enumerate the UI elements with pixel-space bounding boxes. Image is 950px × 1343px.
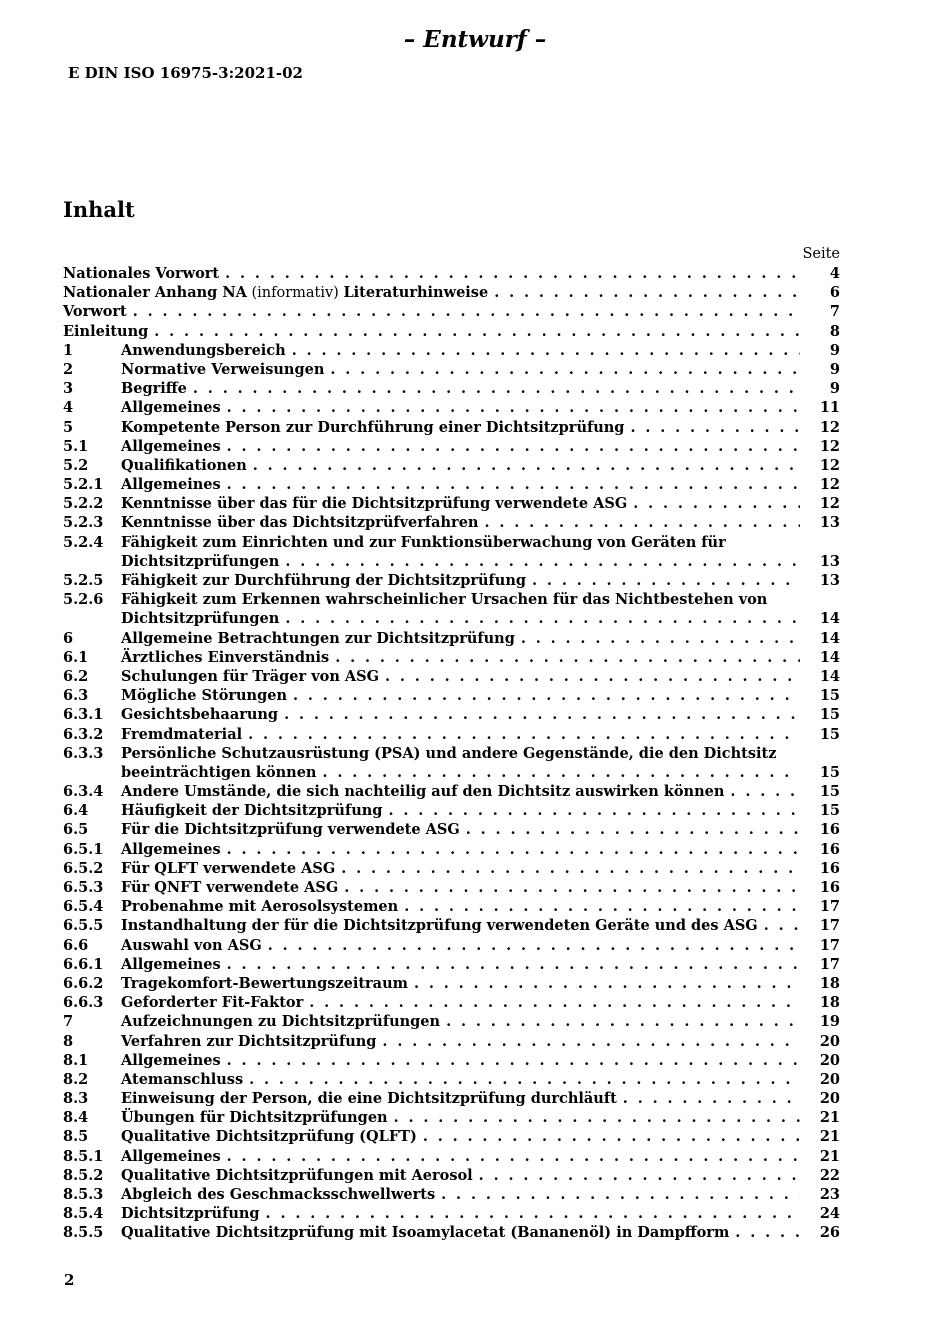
toc-entry-number: 8	[63, 1032, 74, 1050]
leader-dots	[268, 936, 800, 955]
toc-entry-number: 6.5.5	[63, 917, 104, 935]
toc-entry-page: 15	[819, 783, 840, 801]
toc-entry-title: Übungen für Dichtsitzprüfungen	[121, 1109, 388, 1127]
toc-entry[interactable]	[63, 840, 840, 859]
toc-entry-number: 2	[63, 360, 74, 378]
toc-entry-number: 5	[63, 418, 74, 436]
toc-entry-title: Kompetente Person zur Durchführung einer Dichtsitzprüfung	[121, 418, 625, 436]
toc-entry-title: Häufigkeit der Dichtsitzprüfung	[121, 802, 383, 820]
toc-entry-page: 15	[819, 725, 840, 743]
toc-entry[interactable]	[63, 418, 840, 437]
toc-entry-page: 6	[829, 284, 840, 302]
toc-entry-page: 15	[819, 706, 840, 724]
toc-entry[interactable]	[63, 322, 840, 341]
toc-entry[interactable]	[63, 1166, 840, 1185]
toc-entry-number: 8.2	[63, 1070, 89, 1088]
leader-dots	[225, 264, 800, 283]
toc-entry[interactable]	[63, 897, 840, 916]
leader-dots	[423, 1127, 800, 1146]
toc-entry-page: 9	[829, 380, 840, 398]
toc-entry[interactable]	[63, 533, 840, 552]
toc-entry-number: 6.2	[63, 667, 89, 685]
leader-dots	[335, 648, 800, 667]
toc-entry-page: 16	[819, 859, 840, 877]
toc-entry-page: 21	[819, 1147, 840, 1165]
toc-entry[interactable]	[63, 686, 840, 705]
toc-entry[interactable]	[63, 283, 840, 302]
leader-dots	[414, 974, 800, 993]
leader-dots	[633, 494, 800, 513]
toc-entry[interactable]	[63, 974, 840, 993]
toc-entry[interactable]	[63, 629, 840, 648]
toc-entry[interactable]	[63, 398, 840, 417]
toc-entry-title: Mögliche Störungen	[121, 687, 287, 705]
toc-entry-page: 9	[829, 341, 840, 359]
toc-entry-number: 8.1	[63, 1051, 89, 1069]
toc-entry-title: Dichtsitzprüfung	[121, 1205, 260, 1223]
leader-dots	[322, 763, 800, 782]
leader-dots	[394, 1108, 800, 1127]
toc-entry-number: 8.5.2	[63, 1166, 104, 1184]
toc-entry-page: 21	[819, 1109, 840, 1127]
leader-dots	[227, 1147, 800, 1166]
toc-entry-number: 6.3.2	[63, 725, 104, 743]
toc-entry-page: 23	[819, 1186, 840, 1203]
toc-entry[interactable]	[63, 590, 840, 609]
leader-dots	[285, 609, 800, 628]
toc-entry-number: 4	[63, 399, 74, 417]
leader-dots	[764, 916, 800, 935]
toc-entry-title: Für QLFT verwendete ASG	[121, 859, 336, 877]
toc-entry-number: 7	[63, 1013, 74, 1031]
leader-dots	[248, 725, 800, 744]
toc-entry-page: 13	[819, 572, 840, 589]
leader-dots	[154, 322, 800, 341]
toc-entry-number: 6.4	[63, 802, 89, 820]
toc-entry-continuation[interactable]	[63, 609, 840, 628]
toc-entry-title-continued: Dichtsitzprüfungen	[121, 552, 280, 570]
toc-entry-number: 8.5.4	[63, 1205, 104, 1223]
toc-entry[interactable]	[63, 1070, 840, 1089]
toc-entry-number: 5.2.4	[63, 533, 104, 551]
toc-entry[interactable]	[63, 993, 840, 1012]
toc-entry-title: Auswahl von ASG	[121, 936, 262, 954]
leader-dots	[441, 1185, 800, 1204]
toc-entry-title: Fremdmaterial	[121, 725, 243, 743]
toc-entry-number: 6.3.3	[63, 744, 104, 762]
toc-entry-title: Andere Umstände, die sich nachteilig auf den Dichtsitz auswirken können	[121, 783, 725, 801]
toc-entry-continuation[interactable]	[63, 552, 840, 571]
toc-entry[interactable]	[63, 264, 840, 283]
leader-dots	[193, 379, 800, 398]
toc-entry-title: Allgemeines	[121, 1147, 221, 1165]
toc-entry[interactable]	[63, 456, 840, 475]
leader-dots	[227, 475, 800, 494]
toc-entry-annotation: (informativ)	[251, 285, 339, 302]
leader-dots	[404, 897, 800, 916]
leader-dots	[309, 993, 800, 1012]
toc-entry-title-continued: beeinträchtigen können	[121, 763, 317, 781]
leader-dots	[227, 1051, 800, 1070]
toc-entry[interactable]	[63, 302, 840, 321]
toc-entry-title: Allgemeine Betrachtungen zur Dichtsitzprüfung	[121, 629, 515, 647]
document-id: E DIN ISO 16975-3:2021-02	[68, 64, 303, 82]
leader-dots	[253, 456, 800, 475]
toc-entry-page: 16	[819, 821, 840, 839]
toc-entry-page: 19	[819, 1013, 840, 1031]
toc-entry-page: 18	[819, 974, 840, 992]
table-of-contents	[63, 264, 840, 1243]
toc-entry-title: Nationales Vorwort	[63, 265, 220, 282]
leader-dots	[735, 1223, 800, 1242]
toc-entry[interactable]	[63, 667, 840, 686]
toc-entry-page: 16	[819, 840, 840, 858]
leader-dots	[227, 398, 800, 417]
toc-entry-number: 6.6.3	[63, 994, 104, 1012]
toc-entry-page: 12	[819, 418, 840, 436]
toc-entry[interactable]	[63, 1108, 840, 1127]
toc-entry-page: 20	[819, 1032, 840, 1050]
leader-dots	[521, 629, 800, 648]
toc-entry[interactable]	[63, 360, 840, 379]
toc-entry-number: 6.5	[63, 821, 89, 839]
toc-entry-title: Ärztliches Einverständnis	[121, 648, 330, 666]
toc-entry-title: Probenahme mit Aerosolsystemen	[121, 898, 399, 916]
toc-entry-page: 20	[819, 1090, 840, 1108]
toc-entry-number: 6.3.4	[63, 783, 104, 801]
toc-entry[interactable]	[63, 1089, 840, 1108]
toc-entry[interactable]	[63, 820, 840, 839]
toc-entry[interactable]	[63, 513, 840, 532]
toc-entry-title: Einweisung der Person, die eine Dichtsitzprüfung durchläuft	[121, 1090, 617, 1108]
toc-entry[interactable]	[63, 705, 840, 724]
toc-entry-page: 21	[819, 1128, 840, 1146]
toc-entry-page: 24	[819, 1205, 840, 1223]
toc-entry-page: 12	[819, 456, 840, 474]
toc-entry-page: 17	[819, 955, 840, 973]
leader-dots	[285, 552, 800, 571]
draft-label: – Entwurf –	[403, 26, 547, 53]
toc-entry-title-end: Literaturhinweise	[343, 284, 489, 302]
toc-entry[interactable]	[63, 744, 840, 763]
toc-entry-number: 5.2.2	[63, 495, 104, 513]
toc-entry-title: Persönliche Schutzausrüstung (PSA) und andere Gegenstände, die den Dichtsitz	[121, 744, 777, 762]
leader-dots	[292, 341, 800, 360]
toc-entry[interactable]	[63, 859, 840, 878]
toc-entry-page: 17	[819, 936, 840, 954]
leader-dots	[227, 840, 800, 859]
toc-entry[interactable]	[63, 1204, 840, 1223]
toc-entry-page: 20	[819, 1051, 840, 1069]
toc-entry[interactable]	[63, 437, 840, 456]
toc-entry[interactable]	[63, 955, 840, 974]
toc-entry[interactable]	[63, 1147, 840, 1166]
toc-entry-continuation[interactable]	[63, 763, 840, 782]
toc-entry-page: 15	[819, 687, 840, 705]
toc-entry-page: 4	[829, 265, 840, 282]
toc-entry-title: Einleitung	[63, 322, 149, 340]
toc-entry-page: 7	[829, 303, 840, 321]
toc-entry-title: Geforderter Fit-Faktor	[121, 994, 304, 1012]
leader-dots	[388, 801, 800, 820]
toc-entry-title: Nationaler Anhang NA	[63, 284, 247, 302]
toc-entry-number: 6.5.4	[63, 898, 104, 916]
toc-entry-number: 6.6	[63, 936, 89, 954]
toc-entry-number: 8.4	[63, 1109, 89, 1127]
toc-entry[interactable]	[63, 725, 840, 744]
toc-entry-title: Verfahren zur Dichtsitzprüfung	[121, 1032, 377, 1050]
leader-dots	[330, 360, 800, 379]
toc-entry-number: 6.5.1	[63, 840, 104, 858]
toc-entry-title: Allgemeines	[121, 840, 221, 858]
toc-entry-number: 1	[63, 341, 74, 359]
toc-entry-number: 6.6.2	[63, 974, 104, 992]
toc-entry-title: Kenntnisse über das für die Dichtsitzprüfung verwendete ASG	[121, 495, 628, 513]
toc-entry-number: 6.3	[63, 687, 89, 705]
toc-entry-number: 5.2.3	[63, 514, 104, 532]
toc-entry-title: Tragekomfort-Bewertungszeitraum	[121, 974, 408, 992]
toc-entry-page: 12	[819, 437, 840, 455]
toc-entry-number: 6.5.3	[63, 879, 104, 896]
toc-entry[interactable]	[63, 936, 840, 955]
toc-entry-title: Qualitative Dichtsitzprüfung (QLFT)	[121, 1128, 417, 1146]
leader-dots	[382, 1032, 800, 1051]
toc-entry-number: 6.3.1	[63, 706, 104, 724]
toc-entry-title: Allgemeines	[121, 399, 221, 417]
toc-entry-title: Vorwort	[63, 303, 127, 321]
toc-entry[interactable]	[63, 571, 840, 590]
toc-entry-title: Begriffe	[121, 380, 187, 398]
toc-entry-page: 8	[829, 322, 840, 340]
page-column-label: Seite	[802, 246, 840, 262]
toc-entry[interactable]	[63, 1185, 840, 1204]
toc-entry-title: Allgemeines	[121, 476, 221, 494]
toc-entry-number: 8.5	[63, 1128, 89, 1146]
toc-entry-number: 8.3	[63, 1090, 89, 1108]
toc-entry-number: 3	[63, 380, 74, 398]
toc-entry[interactable]	[63, 878, 840, 897]
toc-entry-title: Fähigkeit zum Erkennen wahrscheinlicher Ursachen für das Nichtbestehen von	[121, 591, 768, 609]
toc-entry-number: 8.5.5	[63, 1224, 104, 1242]
toc-entry-number: 5.2	[63, 456, 89, 474]
toc-entry-page: 20	[819, 1070, 840, 1088]
leader-dots	[227, 437, 800, 456]
toc-heading: Inhalt	[63, 197, 135, 222]
toc-entry[interactable]	[63, 1051, 840, 1070]
toc-entry-title: Qualitative Dichtsitzprüfung mit Isoamylacetat (Bananenöl) in Dampfform	[121, 1224, 730, 1242]
leader-dots	[385, 667, 800, 686]
toc-entry-page: 15	[819, 802, 840, 820]
toc-entry-page: 22	[819, 1166, 840, 1184]
toc-entry[interactable]	[63, 1012, 840, 1031]
toc-entry[interactable]	[63, 782, 840, 801]
toc-entry-page: 14	[819, 667, 840, 685]
leader-dots	[466, 820, 800, 839]
toc-entry-title: Instandhaltung der für die Dichtsitzprüfung verwendeten Geräte und des ASG	[121, 917, 758, 935]
toc-entry-page: 11	[819, 399, 840, 417]
toc-entry-number: 6.1	[63, 648, 89, 666]
toc-entry-number: 8.5.1	[63, 1147, 104, 1165]
toc-entry-page: 17	[819, 917, 840, 935]
toc-entry-title: Atemanschluss	[121, 1070, 244, 1088]
leader-dots	[630, 418, 800, 437]
leader-dots	[479, 1166, 800, 1185]
toc-entry[interactable]	[63, 648, 840, 667]
toc-entry-title-continued: Dichtsitzprüfungen	[121, 610, 280, 628]
page-number: 2	[64, 1271, 75, 1289]
toc-entry-title: Für QNFT verwendete ASG	[121, 879, 339, 896]
toc-entry-title: Qualitative Dichtsitzprüfungen mit Aerosol	[121, 1166, 473, 1184]
toc-entry[interactable]	[63, 801, 840, 820]
toc-entry-title: Anwendungsbereich	[121, 341, 286, 359]
toc-entry-number: 6	[63, 629, 74, 647]
toc-entry[interactable]	[63, 475, 840, 494]
toc-entry-number: 5.1	[63, 437, 89, 455]
toc-entry-number: 6.6.1	[63, 955, 104, 973]
leader-dots	[341, 859, 800, 878]
toc-entry-title: Fähigkeit zur Durchführung der Dichtsitzprüfung	[121, 572, 527, 589]
toc-entry-title: Qualifikationen	[121, 456, 247, 474]
toc-entry-page: 18	[819, 994, 840, 1012]
toc-entry[interactable]	[63, 1127, 840, 1146]
toc-entry-page: 14	[819, 629, 840, 647]
toc-entry[interactable]	[63, 494, 840, 513]
toc-entry-title: Gesichtsbehaarung	[121, 706, 279, 724]
leader-dots	[344, 878, 800, 897]
leader-dots	[249, 1070, 800, 1089]
leader-dots	[266, 1204, 800, 1223]
toc-entry-page: 13	[819, 514, 840, 532]
leader-dots	[227, 955, 800, 974]
toc-entry-title: Allgemeines	[121, 437, 221, 455]
leader-dots	[494, 283, 800, 302]
leader-dots	[623, 1089, 800, 1108]
leader-dots	[532, 571, 800, 590]
leader-dots	[446, 1012, 800, 1031]
toc-entry-page: 14	[819, 610, 840, 628]
toc-entry[interactable]	[63, 379, 840, 398]
toc-entry-title: Für die Dichtsitzprüfung verwendete ASG	[121, 821, 460, 839]
toc-entry-title: Fähigkeit zum Einrichten und zur Funktionsüberwachung von Geräten für	[121, 533, 726, 551]
toc-entry-page: 13	[819, 552, 840, 570]
toc-entry-page: 17	[819, 898, 840, 916]
leader-dots	[484, 513, 800, 532]
toc-entry[interactable]	[63, 1032, 840, 1051]
toc-entry-page: 12	[819, 495, 840, 513]
toc-entry-title: Allgemeines	[121, 955, 221, 973]
toc-entry-title: Aufzeichnungen zu Dichtsitzprüfungen	[121, 1013, 441, 1031]
toc-entry-number: 8.5.3	[63, 1186, 104, 1203]
toc-entry-title: Abgleich des Geschmacksschwellwerts	[121, 1186, 436, 1203]
toc-entry-number: 5.2.5	[63, 572, 104, 589]
toc-entry-page: 14	[819, 648, 840, 666]
toc-entry-title: Normative Verweisungen	[121, 360, 325, 378]
toc-entry-number: 6.5.2	[63, 859, 104, 877]
toc-entry-page: 9	[829, 360, 840, 378]
toc-entry-page: 16	[819, 879, 840, 896]
toc-entry-number: 5.2.6	[63, 591, 104, 609]
toc-entry-title: Kenntnisse über das Dichtsitzprüfverfahren	[121, 514, 479, 532]
leader-dots	[293, 686, 800, 705]
toc-entry-number: 5.2.1	[63, 476, 104, 494]
toc-entry-title: Schulungen für Träger von ASG	[121, 667, 380, 685]
toc-entry[interactable]	[63, 341, 840, 360]
toc-entry-page: 15	[819, 763, 840, 781]
leader-dots	[284, 705, 800, 724]
toc-entry-title: Allgemeines	[121, 1051, 221, 1069]
toc-entry[interactable]	[63, 1223, 840, 1242]
toc-entry-page: 12	[819, 476, 840, 494]
leader-dots	[133, 302, 800, 321]
toc-entry-page: 26	[819, 1224, 840, 1242]
leader-dots	[730, 782, 800, 801]
toc-entry[interactable]	[63, 916, 840, 935]
